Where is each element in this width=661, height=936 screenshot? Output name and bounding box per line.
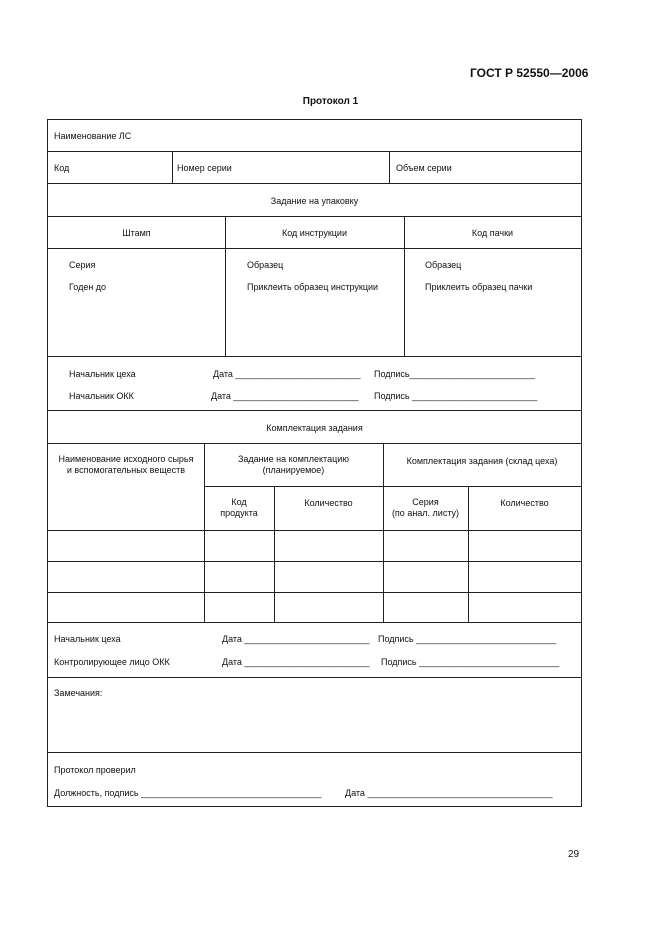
page-number: 29 [568, 849, 580, 860]
series-header: Серия (по анал. листу) [391, 497, 460, 518]
col-divider [172, 151, 173, 183]
kit-sign-role: Начальник цеха [54, 634, 121, 644]
stamp-column-header: Штамп [122, 228, 151, 238]
planned-quantity-header: Количество [304, 498, 353, 508]
position-blank: ____________________________________ [141, 788, 322, 798]
position-signature-line [54, 788, 321, 799]
col-divider [383, 443, 384, 622]
row-divider [48, 592, 581, 593]
series-volume-label: Объем серии [396, 163, 452, 173]
instruction-sample-label: Образец [247, 260, 284, 270]
kit-sign-signature: Подпись ____________________________ [378, 634, 557, 644]
drug-name-label: Наименование ЛС [54, 131, 132, 141]
packing-section-title: Задание на упаковку [270, 196, 359, 206]
stamp-expiry-label: Годен до [69, 282, 107, 292]
planned-header: Задание на комплектацию (планируемое) [237, 454, 350, 475]
remarks-label: Замечания: [54, 688, 103, 698]
packing-sign-role: Начальник ОКК [69, 391, 134, 401]
standard-number: ГОСТ Р 52550—2006 [470, 66, 589, 80]
pack-attach-label: Приклеить образец пачки [425, 282, 533, 292]
packing-sign-date: Дата _________________________ [211, 391, 359, 401]
series-number-label: Номер серии [177, 163, 232, 173]
row-divider [204, 486, 581, 487]
row-divider [48, 622, 581, 623]
stamp-series-label: Серия [69, 260, 96, 270]
row-divider [48, 183, 581, 184]
kit-section-title: Комплектация задания [266, 423, 363, 433]
check-date-blank: _____________________________________ [367, 788, 553, 798]
row-divider [48, 410, 581, 411]
packing-sign-signature: Подпись_________________________ [374, 369, 535, 379]
row-divider [48, 356, 581, 357]
pack-sample-label: Образец [425, 260, 462, 270]
protocol-form [47, 119, 582, 807]
check-date-label: Дата [345, 788, 365, 798]
pack-code-header: Код пачки [471, 228, 514, 238]
row-divider [48, 752, 581, 753]
code-label: Код [54, 163, 70, 173]
instruction-attach-label: Приклеить образец инструкции [247, 282, 379, 292]
instruction-code-header: Код инструкции [282, 228, 347, 238]
kit-sign-role: Контролирующее лицо ОКК [54, 657, 170, 667]
material-header: Наименование исходного сырья и вспомогательных веществ [58, 454, 194, 475]
position-label: Должность, подпись [54, 788, 142, 798]
packing-sign-role: Начальник цеха [69, 369, 136, 379]
actual-quantity-header: Количество [500, 498, 549, 508]
col-divider [389, 151, 390, 183]
row-divider [48, 530, 581, 531]
packing-sign-date: Дата _________________________ [213, 369, 361, 379]
row-divider [48, 561, 581, 562]
kit-sign-date: Дата _________________________ [222, 634, 370, 644]
packing-sign-signature: Подпись _________________________ [374, 391, 538, 401]
check-date-line [345, 788, 553, 799]
kit-sign-date: Дата _________________________ [222, 657, 370, 667]
row-divider [48, 151, 581, 152]
checked-by-label: Протокол проверил [54, 765, 136, 775]
row-divider [48, 248, 581, 249]
product-code-header: Код продукта [220, 497, 258, 518]
actual-header: Комплектация задания (склад цеха) [406, 456, 558, 466]
kit-sign-signature: Подпись ____________________________ [381, 657, 560, 667]
row-divider [48, 677, 581, 678]
row-divider [48, 443, 581, 444]
protocol-title: Протокол 1 [302, 96, 359, 107]
row-divider [48, 216, 581, 217]
